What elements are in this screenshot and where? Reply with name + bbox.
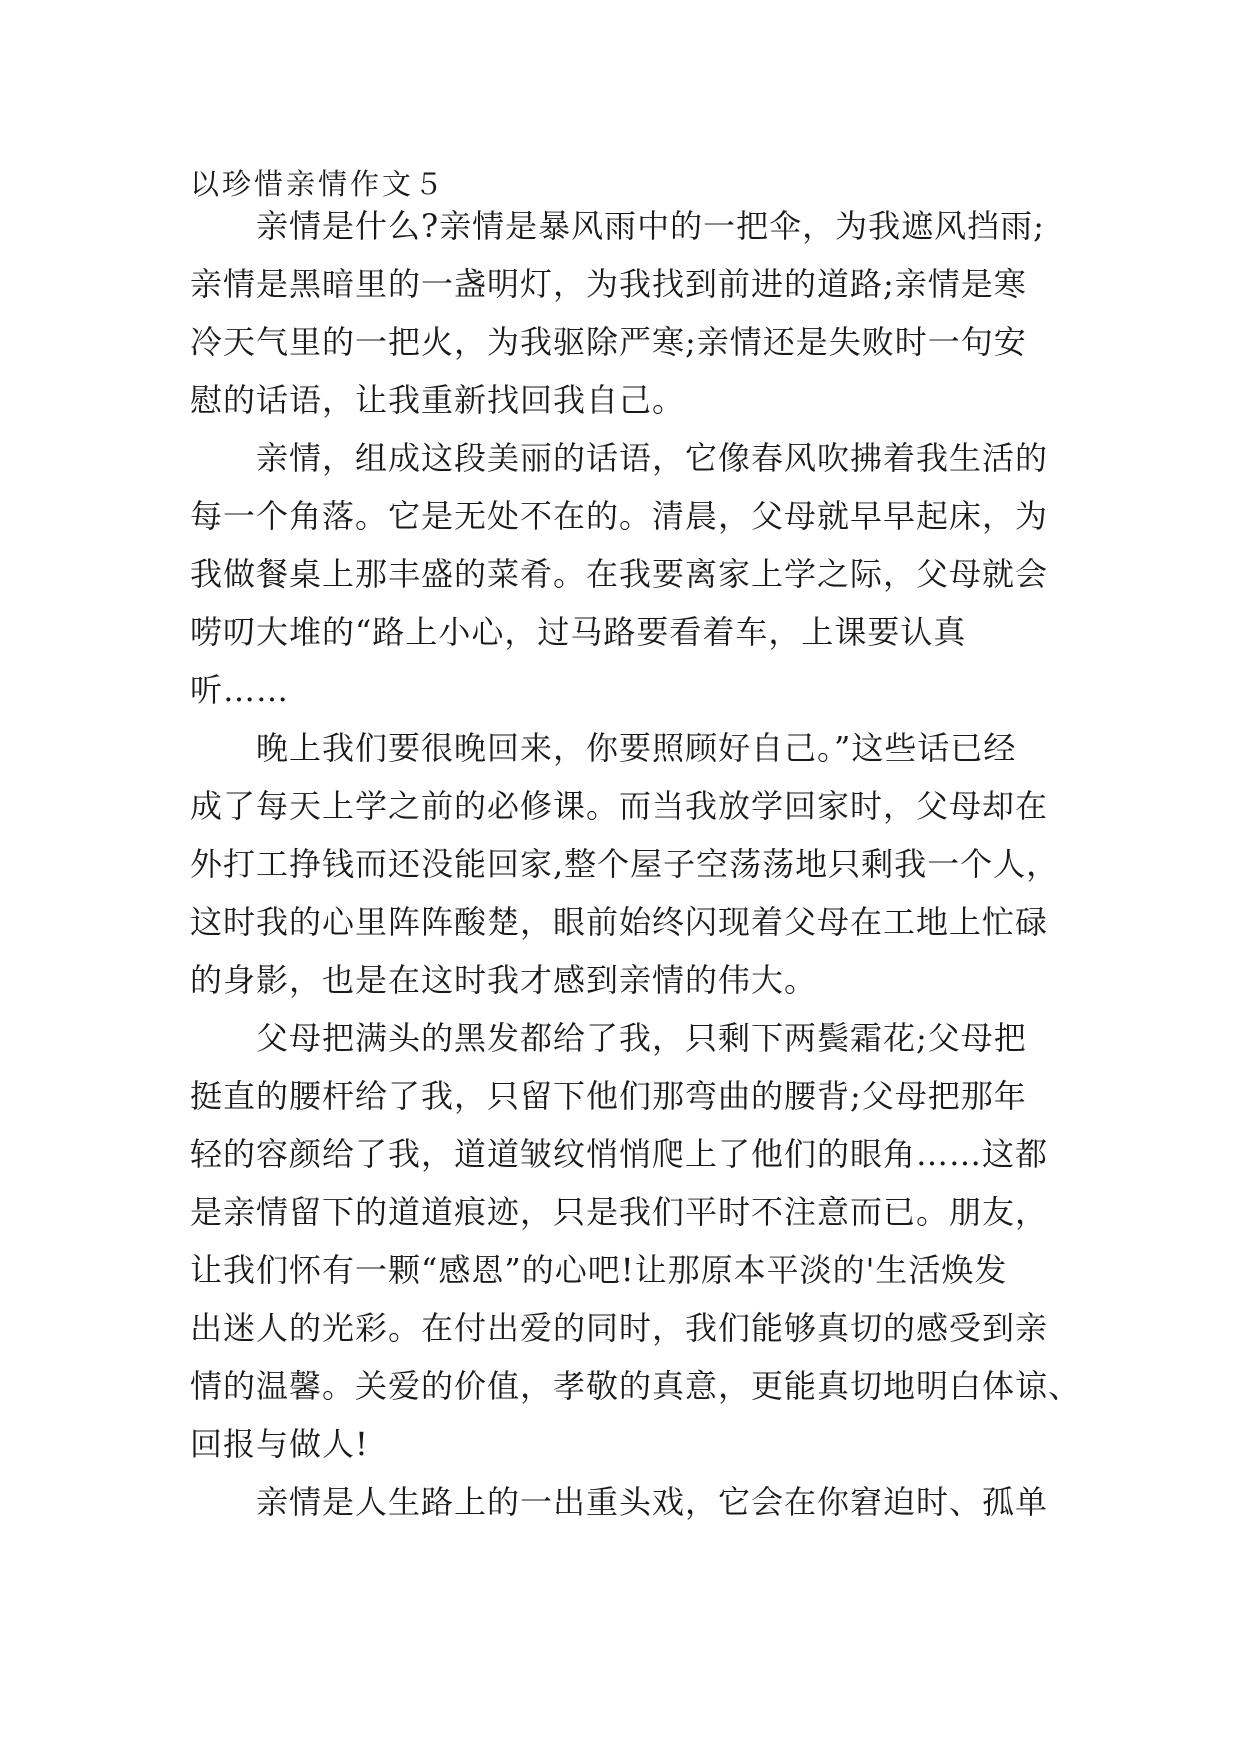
text-line: 晚上我们要很晚回来，你要照顾好自己。”这些话已经 <box>256 729 1017 767</box>
text-line: 这时我的心里阵阵酸楚，眼前始终闪现着父母在工地上忙碌 <box>190 903 1049 941</box>
paragraph-5 <box>190 1473 1052 1531</box>
text-line: 亲情是什么?亲情是暴风雨中的一把伞，为我遮风挡雨; <box>256 207 1045 245</box>
text-line: 是亲情留下的道道痕迹，只是我们平时不注意而已。朋友， <box>190 1193 1049 1231</box>
text-line: 每一个角落。它是无处不在的。清晨，父母就早早起床，为 <box>190 497 1049 535</box>
paragraph-1 <box>190 197 1052 429</box>
text-line: 外打工挣钱而还没能回家,整个屋子空荡荡地只剩我一个人， <box>190 845 1060 883</box>
text-line: 回报与做人! <box>190 1425 369 1463</box>
paragraph-2 <box>190 429 1052 719</box>
text-line: 我做餐桌上那丰盛的菜肴。在我要离家上学之际，父母就会 <box>190 555 1049 593</box>
text-line: 情的温馨。关爱的价值，孝敬的真意，更能真切地明白体谅、 <box>190 1367 1082 1405</box>
text-line: 让我们怀有一颗“感恩”的心吧!让那原本平淡的'生活焕发 <box>190 1251 1008 1289</box>
text-line: 出迷人的光彩。在付出爱的同时，我们能够真切的感受到亲 <box>190 1309 1049 1347</box>
text-line: 唠叨大堆的“路上小心，过马路要看着车，上课要认真 <box>190 613 967 651</box>
text-line: 父母把满头的黑发都给了我，只剩下两鬓霜花;父母把 <box>256 1019 1027 1057</box>
text-line: 慰的话语，让我重新找回我自己。 <box>190 381 686 419</box>
text-line: 亲情，组成这段美丽的话语，它像春风吹拂着我生活的 <box>256 439 1049 477</box>
text-line: 的身影，也是在这时我才感到亲情的伟大。 <box>190 961 818 999</box>
text-line: 成了每天上学之前的必修课。而当我放学回家时，父母却在 <box>190 787 1049 825</box>
paragraph-4 <box>190 1009 1082 1473</box>
document-title: 以珍惜亲情作文５ <box>190 167 447 201</box>
text-line: 亲情是黑暗里的一盏明灯，为我找到前进的道路;亲情是寒 <box>190 265 1027 303</box>
text-line: 冷天气里的一把火，为我驱除严寒;亲情还是失败时一句安 <box>190 323 1027 361</box>
text-line: 听…… <box>190 671 290 709</box>
paragraph-3 <box>190 719 1060 1009</box>
document-body <box>190 197 1082 1531</box>
text-line: 挺直的腰杆给了我，只留下他们那弯曲的腰背;父母把那年 <box>190 1077 1027 1115</box>
text-line: 轻的容颜给了我，道道皱纹悄悄爬上了他们的眼角……这都 <box>190 1135 1049 1173</box>
text-line: 亲情是人生路上的一出重头戏，它会在你窘迫时、孤单 <box>256 1483 1049 1521</box>
